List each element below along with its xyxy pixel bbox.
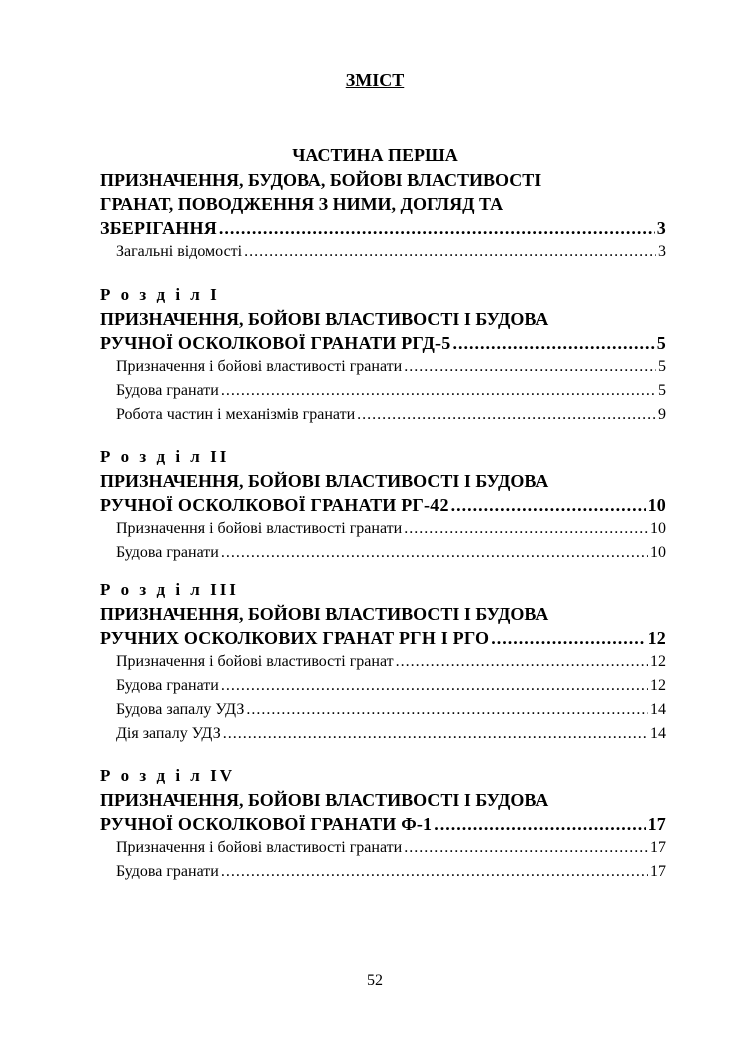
toc-subentry[interactable] bbox=[100, 860, 666, 884]
toc-page-number: 9 bbox=[658, 406, 666, 423]
toc-page-number: 5 bbox=[656, 333, 666, 353]
toc-subentry[interactable] bbox=[100, 379, 666, 403]
leader-dots bbox=[221, 860, 648, 884]
leader-dots bbox=[404, 355, 656, 379]
section-2-block bbox=[100, 445, 666, 565]
toc-subentry[interactable] bbox=[100, 541, 666, 565]
toc-page-number: 14 bbox=[650, 701, 666, 718]
section-title-line: ПРИЗНАЧЕННЯ, БОЙОВІ ВЛАСТИВОСТІ І БУДОВА bbox=[100, 790, 549, 810]
toc-page-number: 3 bbox=[656, 218, 666, 238]
toc-page-number: 12 bbox=[647, 628, 666, 648]
toc-subentry-label: Призначення і бойові властивості гранат bbox=[116, 653, 394, 670]
leader-dots bbox=[357, 403, 656, 427]
toc-page-number: 5 bbox=[658, 382, 666, 399]
part-title-line: ПРИЗНАЧЕННЯ, БУДОВА, БОЙОВІ ВЛАСТИВОСТІ bbox=[100, 170, 542, 190]
toc-subentry[interactable] bbox=[100, 517, 666, 541]
section-4-block bbox=[100, 764, 666, 884]
toc-subentry[interactable] bbox=[100, 836, 666, 860]
section-title-line: ПРИЗНАЧЕННЯ, БОЙОВІ ВЛАСТИВОСТІ І БУДОВА bbox=[100, 604, 549, 624]
toc-entry-section-2[interactable] bbox=[100, 493, 666, 517]
leader-dots bbox=[219, 216, 655, 240]
toc-entry-label: РУЧНОЇ ОСКОЛКОВОЇ ГРАНАТИ РГ-42 bbox=[100, 495, 449, 515]
leader-dots bbox=[246, 698, 648, 722]
toc-page-number: 10 bbox=[647, 495, 666, 515]
toc-subentry-label: Будова запалу УДЗ bbox=[116, 701, 245, 718]
toc-subentry-label: Робота частин і механізмів гранати bbox=[116, 406, 356, 423]
leader-dots bbox=[404, 517, 648, 541]
toc-entry-label: РУЧНОЇ ОСКОЛКОВОЇ ГРАНАТИ Ф-1 bbox=[100, 814, 433, 834]
part-heading: ЧАСТИНА ПЕРША bbox=[292, 145, 458, 165]
leader-dots bbox=[452, 331, 654, 355]
section-label: Р о з д і л ІІІ bbox=[100, 580, 239, 599]
toc-subentry[interactable] bbox=[100, 674, 666, 698]
toc-subentry-label: Призначення і бойові властивості гранати bbox=[116, 520, 403, 537]
toc-subentry[interactable] bbox=[100, 355, 666, 379]
toc-entry-label: РУЧНИХ ОСКОЛКОВИХ ГРАНАТ РГН І РГО bbox=[100, 628, 490, 648]
leader-dots bbox=[491, 626, 645, 650]
toc-subentry-label: Будова гранати bbox=[116, 863, 219, 880]
leader-dots bbox=[223, 722, 648, 746]
leader-dots bbox=[404, 836, 648, 860]
page-number: 52 bbox=[367, 972, 383, 989]
part-one-block bbox=[100, 168, 666, 264]
leader-dots bbox=[434, 812, 645, 836]
toc-page-number: 17 bbox=[647, 814, 666, 834]
toc-entry-section-1[interactable] bbox=[100, 331, 666, 355]
toc-entry-section-3[interactable] bbox=[100, 626, 666, 650]
section-3-block bbox=[100, 578, 666, 746]
toc-subentry[interactable] bbox=[100, 240, 666, 264]
leader-dots bbox=[221, 674, 648, 698]
toc-subentry[interactable] bbox=[100, 403, 666, 427]
leader-dots bbox=[451, 493, 646, 517]
section-label: Р о з д і л ІІ bbox=[100, 447, 230, 466]
toc-page-number: 14 bbox=[650, 725, 666, 742]
toc-subentry-label: Призначення і бойові властивості гранати bbox=[116, 358, 403, 375]
toc-subentry-label: Загальні відомості bbox=[116, 243, 243, 260]
toc-entry-label: ЗБЕРІГАННЯ bbox=[100, 218, 217, 238]
leader-dots bbox=[221, 541, 648, 565]
section-label: Р о з д і л І bbox=[100, 285, 220, 304]
toc-page-number: 10 bbox=[650, 520, 666, 537]
section-title-line: ПРИЗНАЧЕННЯ, БОЙОВІ ВЛАСТИВОСТІ І БУДОВА bbox=[100, 471, 549, 491]
toc-page-number: 12 bbox=[650, 653, 666, 670]
toc-subentry-label: Призначення і бойові властивості гранати bbox=[116, 839, 403, 856]
leader-dots bbox=[221, 379, 656, 403]
toc-subentry-label: Будова гранати bbox=[116, 677, 219, 694]
toc-entry-section-4[interactable] bbox=[100, 812, 666, 836]
toc-subentry-label: Будова гранати bbox=[116, 382, 219, 399]
page-title: ЗМІСТ bbox=[345, 70, 405, 90]
section-1-block bbox=[100, 283, 666, 427]
section-label: Р о з д і л ІV bbox=[100, 766, 235, 785]
toc-entry-part-one[interactable] bbox=[100, 216, 666, 240]
leader-dots bbox=[396, 650, 648, 674]
toc-page-number: 10 bbox=[650, 544, 666, 561]
toc-page-number: 17 bbox=[650, 863, 666, 880]
toc-subentry-label: Дія запалу УДЗ bbox=[116, 725, 221, 742]
toc-page-number: 12 bbox=[650, 677, 666, 694]
toc-subentry[interactable] bbox=[100, 650, 666, 674]
toc-subentry[interactable] bbox=[100, 698, 666, 722]
toc-page-number: 3 bbox=[658, 243, 666, 260]
toc-entry-label: РУЧНОЇ ОСКОЛКОВОЇ ГРАНАТИ РГД-5 bbox=[100, 333, 451, 353]
part-title-line: ГРАНАТ, ПОВОДЖЕННЯ З НИМИ, ДОГЛЯД ТА bbox=[100, 194, 504, 214]
section-title-line: ПРИЗНАЧЕННЯ, БОЙОВІ ВЛАСТИВОСТІ І БУДОВА bbox=[100, 309, 549, 329]
toc-page-number: 17 bbox=[650, 839, 666, 856]
leader-dots bbox=[244, 240, 656, 264]
toc-page-number: 5 bbox=[658, 358, 666, 375]
toc-subentry-label: Будова гранати bbox=[116, 544, 219, 561]
toc-subentry[interactable] bbox=[100, 722, 666, 746]
